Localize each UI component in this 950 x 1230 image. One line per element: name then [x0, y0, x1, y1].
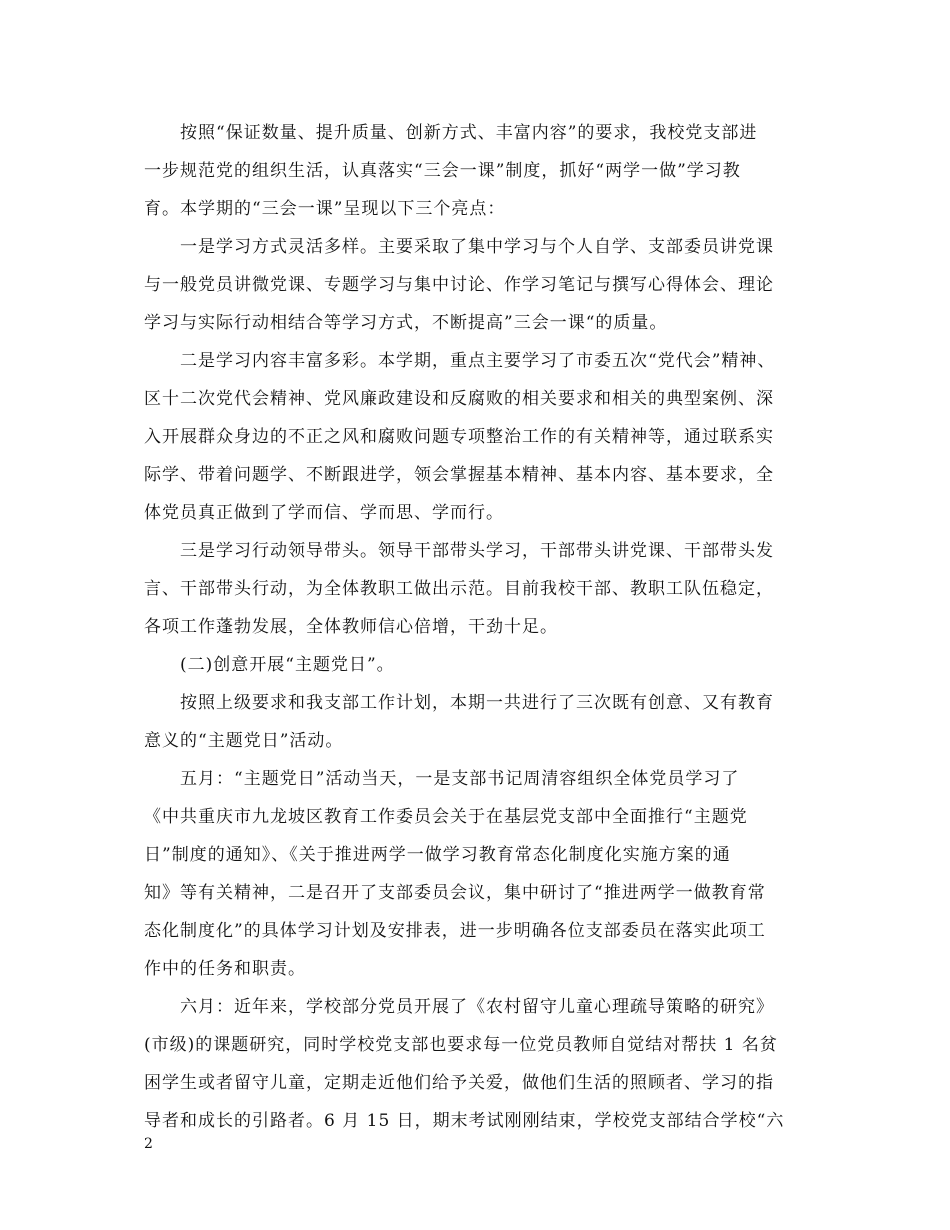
paragraph-theme-day-intro [144, 684, 804, 760]
paragraph-may-activity [144, 760, 804, 988]
text-line: 五月：“主题党日”活动当天，一是支部书记周清容组织全体党员学习了 [144, 769, 740, 789]
text-line: 体党员真正做到了学而信、学而思、学而行。 [144, 503, 504, 523]
text-line: 入开展群众身边的不正之风和腐败问题专项整治工作的有关精神等，通过联系实 [144, 427, 774, 447]
text-line: 一是学习方式灵活多样。主要采取了集中学习与个人自学、支部委员讲党课 [144, 237, 774, 257]
paragraph-three-meetings-intro [144, 114, 804, 228]
text-line: 学习与实际行动相结合等学习方式，不断提高”三会一课“的质量。 [144, 313, 668, 333]
text-line: 六月：近年来，学校部分党员开展了《农村留守儿童心理疏导策略的研究》 [144, 997, 774, 1017]
text-line: 困学生或者留守儿童，定期走近他们给予关爱，做他们生活的照顾者、学习的指 [144, 1073, 774, 1093]
text-line: 二是学习内容丰富多彩。本学期，重点主要学习了市委五次“党代会”精神、 [144, 351, 776, 371]
text-line: 作中的任务和职责。 [144, 959, 306, 979]
text-line: (二)创意开展“主题党日”。 [144, 655, 395, 675]
text-line: 与一般党员讲微党课、专题学习与集中讨论、作学习笔记与撰写心得体会、理论 [144, 275, 774, 295]
document-body [144, 114, 804, 1140]
paragraph-june-activity [144, 988, 804, 1140]
text-line: 态化制度化”的具体学习计划及安排表，进一步明确各位支部委员在落实此项工 [144, 921, 766, 941]
paragraph-leadership [144, 532, 804, 646]
text-line: (市级)的课题研究，同时学校党支部也要求每一位党员教师自觉结对帮扶 1 名贫 [144, 1035, 778, 1055]
text-line: 按照“保证数量、提升质量、创新方式、丰富内容”的要求，我校党支部进 [144, 123, 758, 143]
paragraph-study-content [144, 342, 804, 532]
text-line: 一步规范党的组织生活，认真落实“三会一课”制度，抓好“两学一做”学习教 [144, 161, 741, 181]
text-line: 知》等有关精神，二是召开了支部委员会议，集中研讨了“推进两学一做教育常 [144, 883, 766, 903]
text-line: 各项工作蓬勃发展，全体教师信心倍增，干劲十足。 [144, 617, 558, 637]
text-line: 《中共重庆市九龙坡区教育工作委员会关于在基层党支部中全面推行“主题党 [144, 807, 748, 827]
text-line: 区十二次党代会精神、党风廉政建设和反腐败的相关要求和相关的典型案例、深 [144, 389, 774, 409]
text-line: 日”制度的通知》、《关于推进两学一做学习教育常态化制度化实施方案的通 [144, 845, 731, 865]
text-line: 意义的“主题党日”活动。 [144, 731, 344, 751]
text-line: 按照上级要求和我支部工作计划，本期一共进行了三次既有创意、又有教育 [144, 693, 774, 713]
text-line: 三是学习行动领导带头。领导干部带头学习，干部带头讲党课、干部带头发 [144, 541, 774, 561]
text-line: 导者和成长的引路者。6 月 15 日，期末考试刚刚结束，学校党支部结合学校“六 [144, 1111, 785, 1131]
page-number: 2 [144, 1136, 153, 1152]
text-line: 言、干部带头行动，为全体教职工做出示范。目前我校干部、教职工队伍稳定， [144, 579, 774, 599]
text-line: 育。本学期的“三会一课”呈现以下三个亮点： [144, 199, 506, 219]
paragraph-study-methods [144, 228, 804, 342]
text-line: 际学、带着问题学、不断跟进学，领会掌握基本精神、基本内容、基本要求，全 [144, 465, 774, 485]
section-heading-theme-day [144, 646, 804, 684]
